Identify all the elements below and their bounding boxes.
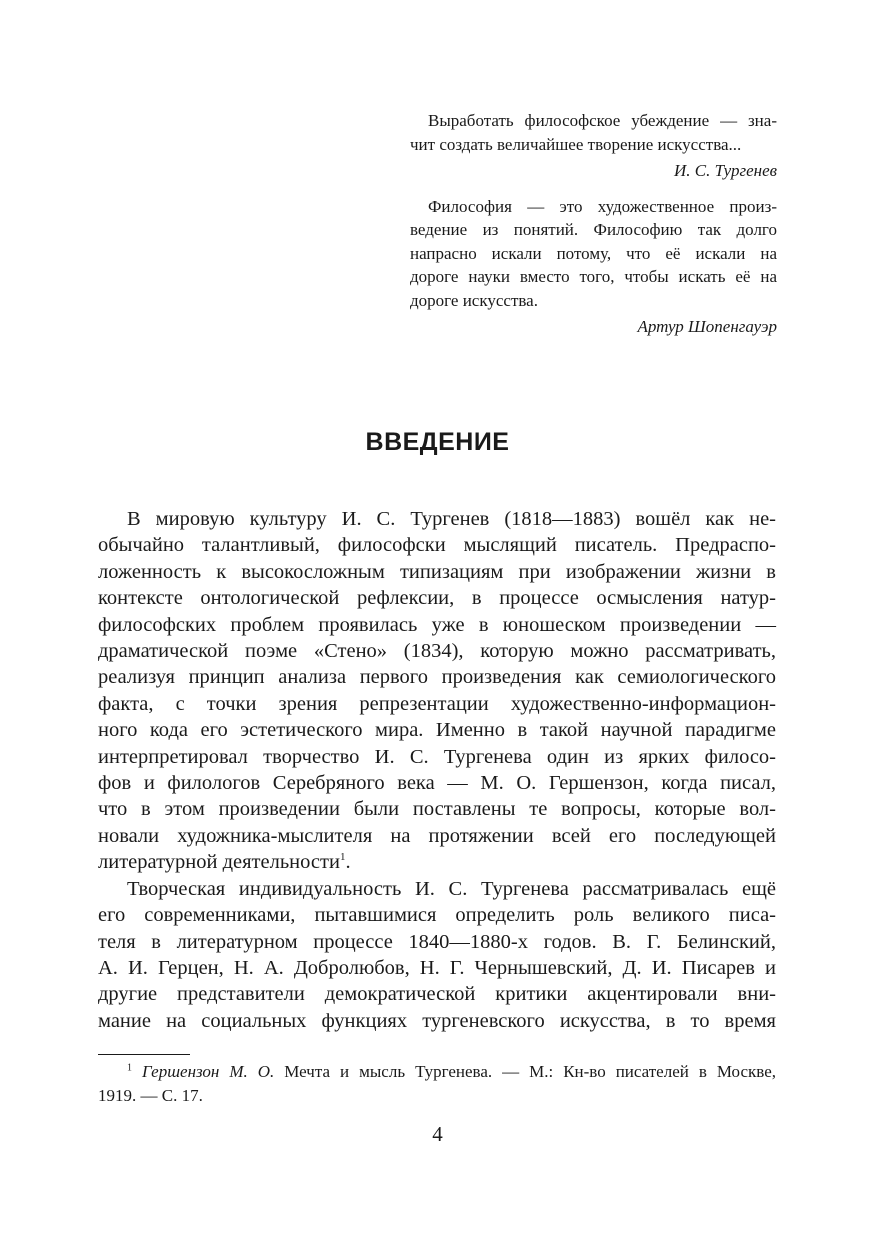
footnote-author: Гершензон М. О. <box>142 1062 275 1081</box>
text-line: факта, с точки зрения репрезентации художественно-информацион- <box>98 692 776 715</box>
epigraph-line: Философия — это художественное произ- <box>428 196 777 216</box>
text-fragment: литературной деятельности <box>98 851 340 874</box>
text-line: ного кода его эстетического мира. Именно в такой научной парадигме <box>98 719 776 742</box>
text-line: другие представители демократической критики акцентировали вни- <box>98 983 776 1006</box>
epigraph-block <box>410 109 777 339</box>
footnote <box>98 1060 776 1108</box>
chapter-title: ВВЕДЕНИЕ <box>365 428 510 456</box>
text-line: Творческая индивидуальность И. С. Тургенева рассматривалась ещё <box>127 877 776 900</box>
text-line: обычайно талантливый, философски мыслящий писатель. Предраспо- <box>98 534 776 557</box>
text-line: теля в литературном процессе 1840—1880-х годов. В. Г. Белинский, <box>98 930 776 953</box>
footnote-line <box>98 1060 776 1084</box>
epigraph-line: Выработать философское убеждение — зна- <box>428 111 777 130</box>
paragraph-2 <box>98 876 776 1034</box>
text-line: его современниками, пытавшимися определить роль великого писа- <box>98 904 776 927</box>
footnote-line: 1919. — С. 17. <box>98 1086 203 1105</box>
body-text <box>98 506 776 1034</box>
footnote-text: Мечта и мысль Тургенева. — М.: Кн-во писателей в Москве, <box>274 1062 777 1081</box>
footnote-reference[interactable]: 1 <box>339 851 346 864</box>
epigraph-turgenev <box>410 109 777 183</box>
text-line: А. И. Герцен, Н. А. Добролюбов, Н. Г. Чернышевский, Д. И. Писарев и <box>98 956 776 979</box>
text-line: ложенность к высокосложным типизациям при изображении жизни в <box>98 560 776 583</box>
epigraph-line: дороге искусства. <box>410 290 538 310</box>
epigraph-line: напрасно искали потому, что её искали на <box>410 243 777 263</box>
page-number: 4 <box>432 1122 443 1146</box>
text-line: интерпретировал творчество И. С. Тургенева один из ярких филосо- <box>98 745 776 768</box>
text-line: контексте онтологической рефлексии, в процессе осмысления натур- <box>98 587 776 610</box>
text-line: реализуя принцип анализа первого произведения как семиологического <box>98 666 776 689</box>
text-line-last <box>98 849 776 875</box>
text-line: новали художника-мыслителя на протяжении всей его последующей <box>98 824 776 847</box>
epigraph-line: чит создать величайшее творение искусства... <box>410 134 742 154</box>
text-line: драматической поэме «Стено» (1834), которую можно рассматривать, <box>98 640 776 663</box>
epigraph-line: ведение из понятий. Философию так долго <box>410 220 777 239</box>
text-line: философских проблем проявилась уже в юношеском произведении — <box>98 613 776 636</box>
text-line: фов и филологов Серебряного века — М. О. Гершензон, когда писал, <box>98 772 776 795</box>
epigraph-line: дороге науки вместо того, чтобы искать её на <box>410 267 777 286</box>
sentence-end: . <box>345 851 351 874</box>
paragraph-1 <box>98 506 776 876</box>
footnote-number: 1 <box>127 1062 132 1074</box>
footnote-separator <box>98 1054 190 1055</box>
epigraph-schopenhauer <box>410 195 777 339</box>
epigraph-author: И. С. Тургенев <box>673 161 777 180</box>
text-line: В мировую культуру И. С. Тургенев (1818—1883) вошёл как не- <box>127 508 776 530</box>
text-line: что в этом произведении были поставлены те вопросы, которые вол- <box>98 798 776 821</box>
text-line: мание на социальных функциях тургеневского искусства, в то время <box>98 1009 776 1032</box>
epigraph-author: Артур Шопенгауэр <box>637 317 777 336</box>
